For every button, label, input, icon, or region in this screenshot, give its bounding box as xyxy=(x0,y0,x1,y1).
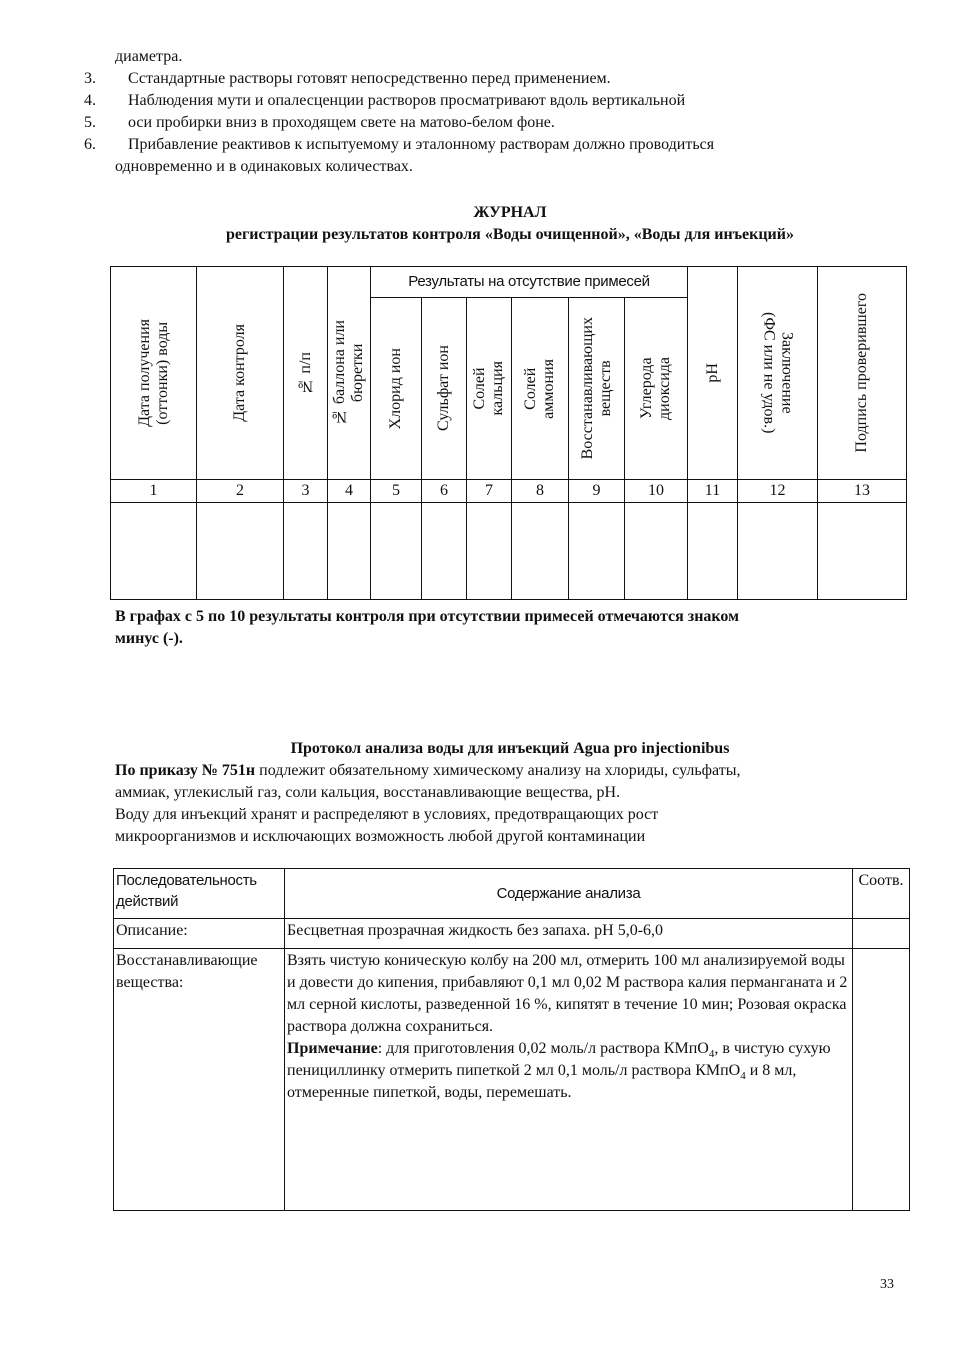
list-item-5: оси пробирки вниз в проходящем свете на матово-белом фоне. xyxy=(128,114,555,131)
empty-cell xyxy=(688,503,738,600)
intro-continuation: диаметра. xyxy=(115,48,183,65)
column-number-row xyxy=(111,480,907,503)
protocol-line2: аммиак, углекислый газ, соли кальция, восстанавливающие вещества, pH. xyxy=(115,784,621,801)
col-header-calcium: Солей кальция xyxy=(467,298,512,480)
order-text: подлежит обязательному химическому анализу на хлориды, сульфаты, xyxy=(255,762,741,779)
empty-cell xyxy=(422,503,467,600)
protocol-header-row xyxy=(114,869,910,919)
protocol-title: Протокол анализа воды для инъекций Agua pro injectionibus xyxy=(290,740,730,757)
note-subscript: 4 xyxy=(708,1048,715,1061)
col-header-sulfate: Сульфат ион xyxy=(422,298,467,480)
col-header-conclusion: Заключение (ФС или не удов.) xyxy=(738,267,818,480)
table-row xyxy=(114,949,910,1211)
protocol-line4: микроорганизмов и исключающих возможность любой другой контаминации xyxy=(115,828,646,845)
empty-cell xyxy=(569,503,625,600)
page-number: 33 xyxy=(880,1277,894,1292)
reducing-procedure: Взять чистую коническую колбу на 200 мл, отмерить 100 мл анализируемой воды и довести до кипения, прибавляют 0,1 мл 0,02 М раствора калия перманганата и 2 мл серной кислоты, разведенной 16 %, кипятят в течение 10 мин; Розовая окраска раствора должна сохраниться. xyxy=(287,952,848,1035)
note-text-c: и 8 мл, отмеренные пипеткой, воды, перемешать. xyxy=(287,1062,797,1101)
note-subscript: 4 xyxy=(740,1070,746,1083)
col-number: 13 xyxy=(818,480,907,503)
empty-cell xyxy=(197,503,284,600)
col-number: 10 xyxy=(625,480,688,503)
list-item-6: Прибавление реактивов к испытуемому и эталонному растворам должно проводиться xyxy=(128,136,715,153)
header-compliance: Соотв. xyxy=(853,869,910,919)
col-header-cylinder: № баллона или бюретки xyxy=(328,267,371,480)
note-label: Примечание xyxy=(287,1040,378,1057)
journal-table xyxy=(110,266,907,600)
col-header-receipt-date: Дата получения (оттонки) воды xyxy=(111,267,197,480)
col-header-chloride: Хлорид ион xyxy=(371,298,422,480)
col-group-impurities: Результаты на отсутствие примесей xyxy=(371,267,688,298)
journal-title: ЖУРНАЛ xyxy=(473,204,547,221)
empty-cell xyxy=(328,503,371,600)
col-header-index: № п/п xyxy=(284,267,328,480)
col-header-signature: Подпись проверившего xyxy=(818,267,907,480)
list-item-3: Сстандартные растворы готовят непосредственно перед применением. xyxy=(128,70,611,87)
col-number: 5 xyxy=(371,480,422,503)
row-compliance-cell xyxy=(853,949,910,1211)
col-number: 4 xyxy=(328,480,371,503)
protocol-line3: Воду для инъекций хранят и распределяют в условиях, предотвращающих рост xyxy=(115,806,659,823)
empty-cell xyxy=(818,503,907,600)
empty-cell xyxy=(467,503,512,600)
journal-note-line2: минус (-). xyxy=(115,630,183,647)
col-number: 6 xyxy=(422,480,467,503)
col-number: 12 xyxy=(738,480,818,503)
row-label-reducing: Восстанавливающие вещества: xyxy=(114,949,285,1211)
list-number-3: 3. xyxy=(84,70,96,87)
col-number: 1 xyxy=(111,480,197,503)
list-number-5: 5. xyxy=(84,114,96,131)
protocol-table xyxy=(113,868,910,1211)
col-header-ammonium: Солей аммония xyxy=(512,298,569,480)
list-number-4: 4. xyxy=(84,92,96,109)
row-label-description: Описание: xyxy=(114,919,285,949)
col-number: 7 xyxy=(467,480,512,503)
list-item-4: Наблюдения мути и опалесценции растворов просматривают вдоль вертикальной xyxy=(128,92,686,109)
empty-cell xyxy=(738,503,818,600)
col-header-reducing: Восстанавливающих веществ xyxy=(569,298,625,480)
row-text-reducing xyxy=(285,949,853,1211)
col-number: 3 xyxy=(284,480,328,503)
col-header-ph: pH xyxy=(688,267,738,480)
col-header-control-date: Дата контроля xyxy=(197,267,284,480)
row-text-description: Бесцветная прозрачная жидкость без запаха. pH 5,0-6,0 xyxy=(285,919,853,949)
header-content: Содержание анализа xyxy=(285,869,853,919)
empty-cell xyxy=(284,503,328,600)
empty-cell xyxy=(371,503,422,600)
journal-note-line1: В графах с 5 по 10 результаты контроля при отсутствии примесей отмечаются знаком xyxy=(115,608,740,625)
row-compliance-cell xyxy=(853,919,910,949)
table-row xyxy=(111,503,907,600)
empty-cell xyxy=(625,503,688,600)
col-header-carbon-dioxide: Углерода диоксида xyxy=(625,298,688,480)
note-text-b: , в чистую сухую пенициллинку отмерить пипеткой 2 мл 0,1 моль/л раствора КМпО xyxy=(287,1040,831,1079)
order-reference: По приказу № 751н xyxy=(115,762,256,779)
list-number-6: 6. xyxy=(84,136,96,153)
col-number: 2 xyxy=(197,480,284,503)
journal-subtitle: регистрации результатов контроля «Воды очищенной», «Воды для инъекций» xyxy=(225,226,794,243)
col-number: 8 xyxy=(512,480,569,503)
col-number: 9 xyxy=(569,480,625,503)
note-text-a: : для приготовления 0,02 моль/л раствора КМпО xyxy=(377,1040,709,1057)
col-number: 11 xyxy=(688,480,738,503)
list-item-6-continuation: одновременно и в одинаковых количествах. xyxy=(115,158,413,175)
header-steps: Последовательность действий xyxy=(114,869,285,919)
empty-cell xyxy=(111,503,197,600)
empty-cell xyxy=(512,503,569,600)
protocol-order-line xyxy=(115,760,740,782)
table-row xyxy=(114,919,910,949)
